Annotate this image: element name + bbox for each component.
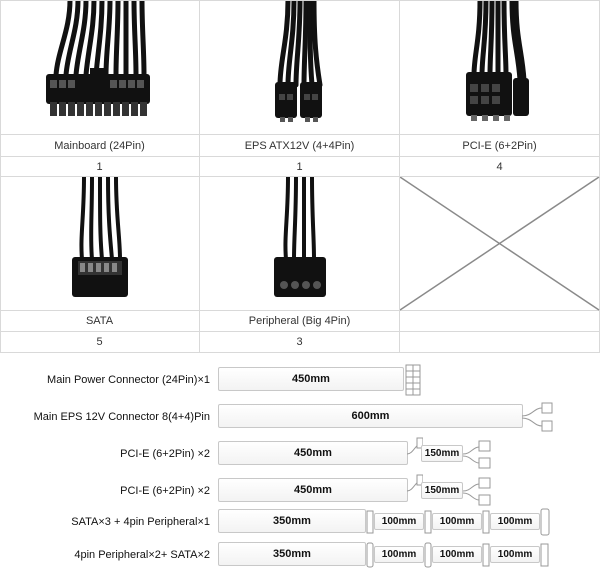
molex-plug-icon	[424, 538, 432, 572]
connector-label-molex: Peripheral (Big 4Pin)	[200, 311, 400, 332]
connector-image-mainboard	[0, 0, 200, 135]
cable-segment: 100mm	[374, 513, 424, 530]
cable-label: Main EPS 12V Connector 8(4+4)Pin	[33, 411, 210, 423]
connector-count-pcie: 4	[400, 157, 600, 177]
molex-connector-icon	[200, 177, 400, 311]
empty-label-cell	[400, 311, 600, 332]
molex-plug-icon	[540, 505, 550, 539]
connector-count-molex: 3	[200, 332, 400, 353]
connector-image-sata	[0, 177, 200, 311]
molex-plug-icon	[366, 538, 374, 572]
connector-image-eps	[200, 0, 400, 135]
cable-row-eps	[0, 400, 600, 434]
cable-label: PCI-E (6+2Pin) ×2	[120, 485, 210, 497]
sata-plug-icon	[424, 505, 432, 539]
empty-cell-cross	[400, 177, 600, 311]
cable-row-peripheral-sata	[0, 538, 600, 572]
sata-plug-icon	[366, 505, 374, 539]
connector-label-mainboard: Mainboard (24Pin)	[0, 135, 200, 157]
connector-image-pcie	[400, 0, 600, 135]
cable-segment: 100mm	[490, 513, 540, 530]
cable-segment: 450mm	[218, 367, 404, 391]
cable-label: 4pin Peripheral×2+ SATA×2	[74, 549, 210, 561]
cable-segment: 600mm	[218, 404, 523, 428]
cable-segment: 100mm	[490, 546, 540, 563]
empty-count-cell	[400, 332, 600, 353]
atx-24pin-connector-icon	[0, 0, 200, 135]
cable-segment: 150mm	[421, 482, 463, 499]
cable-row-main-power	[0, 363, 600, 397]
cable-segment: 350mm	[218, 542, 366, 566]
atx-plug-icon	[404, 363, 424, 397]
cable-label: Main Power Connector (24Pin)×1	[47, 374, 210, 386]
connector-count-mainboard: 1	[0, 157, 200, 177]
cable-segment: 450mm	[218, 478, 408, 502]
connector-count-sata: 5	[0, 332, 200, 353]
cable-segment: 150mm	[421, 445, 463, 462]
cross-icon	[400, 177, 600, 311]
cable-row-pcie-1	[0, 437, 600, 471]
cable-segment: 100mm	[432, 513, 482, 530]
connector-label-pcie: PCI-E (6+2Pin)	[400, 135, 600, 157]
eps-4plus4-connector-icon	[200, 0, 400, 135]
pcie-plug-icon	[463, 474, 495, 508]
connector-count-eps: 1	[200, 157, 400, 177]
cable-segment: 350mm	[218, 509, 366, 533]
eps-plug-icon	[522, 400, 556, 434]
cable-segment: 100mm	[374, 546, 424, 563]
connector-label-sata: SATA	[0, 311, 200, 332]
sata-connector-icon	[0, 177, 200, 311]
sata-plug-icon	[482, 505, 490, 539]
pcie-6plus2-connector-icon	[400, 0, 600, 135]
cable-segment: 450mm	[218, 441, 408, 465]
cable-label: SATA×3 + 4pin Peripheral×1	[71, 516, 210, 528]
connector-image-molex	[200, 177, 400, 311]
sata-plug-icon	[540, 538, 550, 572]
pcie-plug-icon	[463, 437, 495, 471]
cable-row-sata-peripheral	[0, 505, 600, 539]
cable-label: PCI-E (6+2Pin) ×2	[120, 448, 210, 460]
sata-plug-icon	[482, 538, 490, 572]
connector-label-eps: EPS ATX12V (4+4Pin)	[200, 135, 400, 157]
cable-row-pcie-2	[0, 474, 600, 508]
cable-segment: 100mm	[432, 546, 482, 563]
